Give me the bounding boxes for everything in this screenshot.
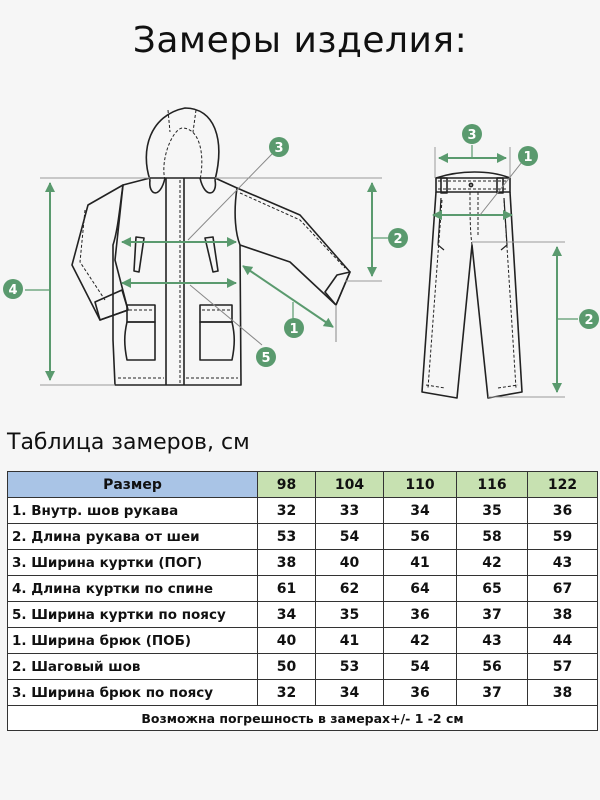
cell: 32 — [258, 680, 316, 706]
cell: 56 — [457, 654, 528, 680]
row-label: 2. Шаговый шов — [8, 654, 258, 680]
cell: 32 — [258, 498, 316, 524]
pants-marker-3 — [462, 124, 482, 144]
measurement-tolerance-note: Возможна погрешность в замерах+/- 1 -2 см — [8, 706, 598, 731]
cell: 43 — [457, 628, 528, 654]
pants-marker-2 — [579, 309, 599, 329]
cell: 58 — [457, 524, 528, 550]
cell: 36 — [384, 680, 457, 706]
cell: 67 — [528, 576, 598, 602]
svg-text:1: 1 — [289, 322, 299, 337]
cell: 41 — [316, 628, 384, 654]
cell: 50 — [258, 654, 316, 680]
cell: 36 — [528, 498, 598, 524]
jacket-marker-3 — [269, 137, 289, 157]
page-title: Замеры изделия: — [132, 20, 468, 61]
cell: 38 — [528, 602, 598, 628]
table-row — [8, 498, 598, 524]
cell: 59 — [528, 524, 598, 550]
table-row — [8, 628, 598, 654]
table-row — [8, 550, 598, 576]
row-label: 4. Длина куртки по спине — [8, 576, 258, 602]
cell: 65 — [457, 576, 528, 602]
cell: 35 — [316, 602, 384, 628]
cell: 54 — [384, 654, 457, 680]
cell: 35 — [457, 498, 528, 524]
cell: 42 — [384, 628, 457, 654]
header-size-110: 110 — [384, 472, 457, 498]
svg-text:3: 3 — [274, 141, 284, 156]
cell: 53 — [316, 654, 384, 680]
measurement-diagram — [0, 100, 600, 410]
cell: 34 — [316, 680, 384, 706]
header-size-104: 104 — [316, 472, 384, 498]
jacket-marker-5 — [256, 347, 276, 367]
table-header-row — [8, 472, 598, 498]
jacket-marker-4 — [3, 279, 23, 299]
svg-text:1: 1 — [523, 150, 533, 165]
cell: 62 — [316, 576, 384, 602]
cell: 37 — [457, 602, 528, 628]
header-size-label: Размер — [8, 472, 258, 498]
table-footnote-row — [8, 706, 598, 731]
row-label: 3. Ширина брюк по поясу — [8, 680, 258, 706]
row-label: 5. Ширина куртки по поясу — [8, 602, 258, 628]
cell: 33 — [316, 498, 384, 524]
header-size-122: 122 — [528, 472, 598, 498]
cell: 36 — [384, 602, 457, 628]
cell: 38 — [258, 550, 316, 576]
cell: 42 — [457, 550, 528, 576]
header-size-116: 116 — [457, 472, 528, 498]
cell: 34 — [258, 602, 316, 628]
table-row — [8, 524, 598, 550]
jacket-marker-1 — [284, 318, 304, 338]
table-row — [8, 576, 598, 602]
svg-text:2: 2 — [393, 232, 403, 247]
table-row — [8, 654, 598, 680]
pants-measurements — [433, 145, 578, 397]
svg-text:4: 4 — [8, 283, 18, 298]
cell: 54 — [316, 524, 384, 550]
row-label: 3. Ширина куртки (ПОГ) — [8, 550, 258, 576]
cell: 56 — [384, 524, 457, 550]
cell: 44 — [528, 628, 598, 654]
size-table — [7, 471, 598, 731]
header-size-98: 98 — [258, 472, 316, 498]
row-label: 1. Внутр. шов рукава — [8, 498, 258, 524]
jacket-drawing — [72, 108, 350, 385]
jacket-measurements — [25, 154, 388, 385]
pants-drawing — [422, 172, 522, 398]
cell: 34 — [384, 498, 457, 524]
cell: 61 — [258, 576, 316, 602]
cell: 37 — [457, 680, 528, 706]
svg-text:3: 3 — [467, 128, 477, 143]
table-row — [8, 602, 598, 628]
cell: 57 — [528, 654, 598, 680]
pants-marker-1 — [518, 146, 538, 166]
table-caption: Таблица замеров, см — [7, 430, 250, 455]
cell: 64 — [384, 576, 457, 602]
cell: 40 — [258, 628, 316, 654]
row-label: 2. Длина рукава от шеи — [8, 524, 258, 550]
table-row — [8, 680, 598, 706]
svg-text:5: 5 — [261, 351, 271, 366]
cell: 41 — [384, 550, 457, 576]
row-label: 1. Ширина брюк (ПОБ) — [8, 628, 258, 654]
cell: 38 — [528, 680, 598, 706]
cell: 40 — [316, 550, 384, 576]
cell: 43 — [528, 550, 598, 576]
cell: 53 — [258, 524, 316, 550]
jacket-marker-2 — [388, 228, 408, 248]
svg-text:2: 2 — [584, 313, 594, 328]
